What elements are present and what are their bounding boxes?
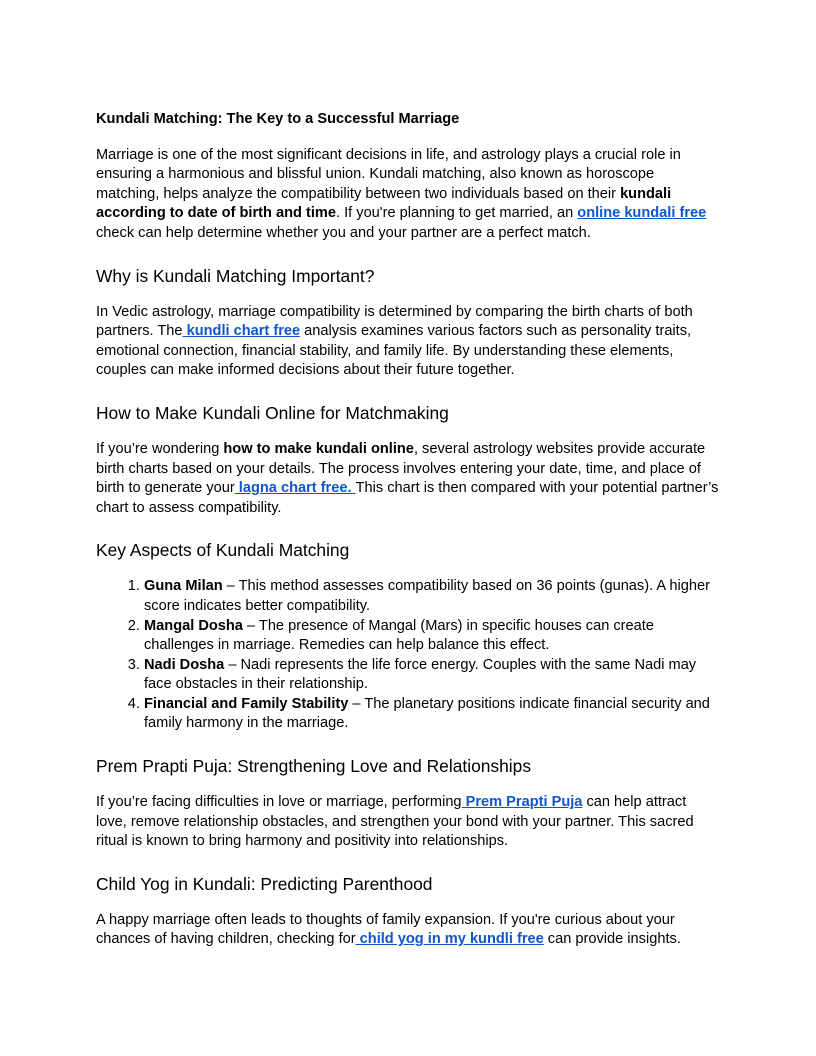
list-item-term: Nadi Dosha [144,656,225,673]
section-heading-why-important: Why is Kundali Matching Important? [96,265,375,286]
make-kundali-paragraph [96,440,720,518]
why-important-paragraph [96,303,720,381]
list-item-term: Guna Milan [144,578,223,595]
child-yog-kundli-free-link[interactable]: child yog in my kundli free [355,931,544,948]
list-item-term: Financial and Family Stability [144,695,349,712]
list-item [144,695,720,734]
document-title: Kundali Matching: The Key to a Successful Marriage [96,111,460,127]
make-text-1: If you’re wondering [96,440,224,457]
list-item [144,617,720,656]
intro-bold-phrase: kundali according to date of birth and time [96,185,672,222]
kundli-chart-free-link[interactable]: kundli chart free [182,323,301,340]
list-item-text: – The planetary positions indicate financial security and family harmony in the marriage. [144,695,710,732]
section-heading-prem-prapti-puja: Prem Prapti Puja: Strengthening Love and Relationships [96,756,532,777]
prem-prapti-puja-link[interactable]: Prem Prapti Puja [461,794,583,811]
list-item-term: Mangal Dosha [144,617,243,634]
lagna-chart-free-link[interactable]: lagna chart free. [234,480,356,497]
prem-text-2: can help attract love, remove relationship obstacles, and strengthen your bond with your partner. This sacred ritual is known to bring harmony and positivity into relationships. [96,794,694,850]
prem-prapti-paragraph [96,793,720,852]
child-text-2: can provide insights. [543,931,681,948]
make-bold-phrase: how to make kundali online [223,440,414,457]
child-yog-paragraph [96,911,720,950]
prem-text-1: If you’re facing difficulties in love or marriage, performing [96,794,462,811]
section-heading-make-kundali-online: How to Make Kundali Online for Matchmaking [96,402,449,423]
intro-paragraph [96,146,720,244]
child-text-1: A happy marriage often leads to thoughts of family expansion. If you're curious about your chances of having children, checking for [96,911,675,948]
list-item-text: – Nadi represents the life force energy. Couples with the same Nadi may face obstacles in their relationship. [144,656,697,693]
list-item [144,577,720,616]
intro-text-2: . If you're planning to get married, an [336,205,578,222]
online-kundali-free-link[interactable]: online kundali free [577,205,707,222]
make-text-3: This chart is then compared with your potential partner’s chart to assess compatibility. [96,480,719,516]
section-heading-key-aspects: Key Aspects of Kundali Matching [96,540,350,561]
list-item-text: – This method assesses compatibility based on 36 points (gunas). A higher score indicates better compatibility. [144,578,710,614]
intro-text-3: check can help determine whether you and your partner are a perfect match. [96,224,591,241]
document-content [96,110,720,968]
section-heading-child-yog: Child Yog in Kundali: Predicting Parenthood [96,873,433,894]
intro-text-1: Marriage is one of the most significant decisions in life, and astrology plays a crucial role in ensuring a harmonious and blissful union. Kundali matching, also known as horoscope matching, helps analyze the compatibility between two individuals based on their [96,146,681,202]
make-text-2: , several astrology websites provide accurate birth charts based on your details. The process involves entering your date, time, and place of birth to generate your [96,440,706,497]
why-text-2: analysis examines various factors such as personality traits, emotional connection, financial stability, and family life. By understanding these elements, couples can make informed decisions about their future together. [96,323,692,379]
why-text-1: In Vedic astrology, marriage compatibility is determined by comparing the birth charts of both partners. The [96,303,693,340]
key-aspects-list [96,577,720,734]
list-item-text: – The presence of Mangal (Mars) in specific houses can create challenges in marriage. Remedies can help balance this effect. [144,617,654,654]
list-item [144,656,720,695]
